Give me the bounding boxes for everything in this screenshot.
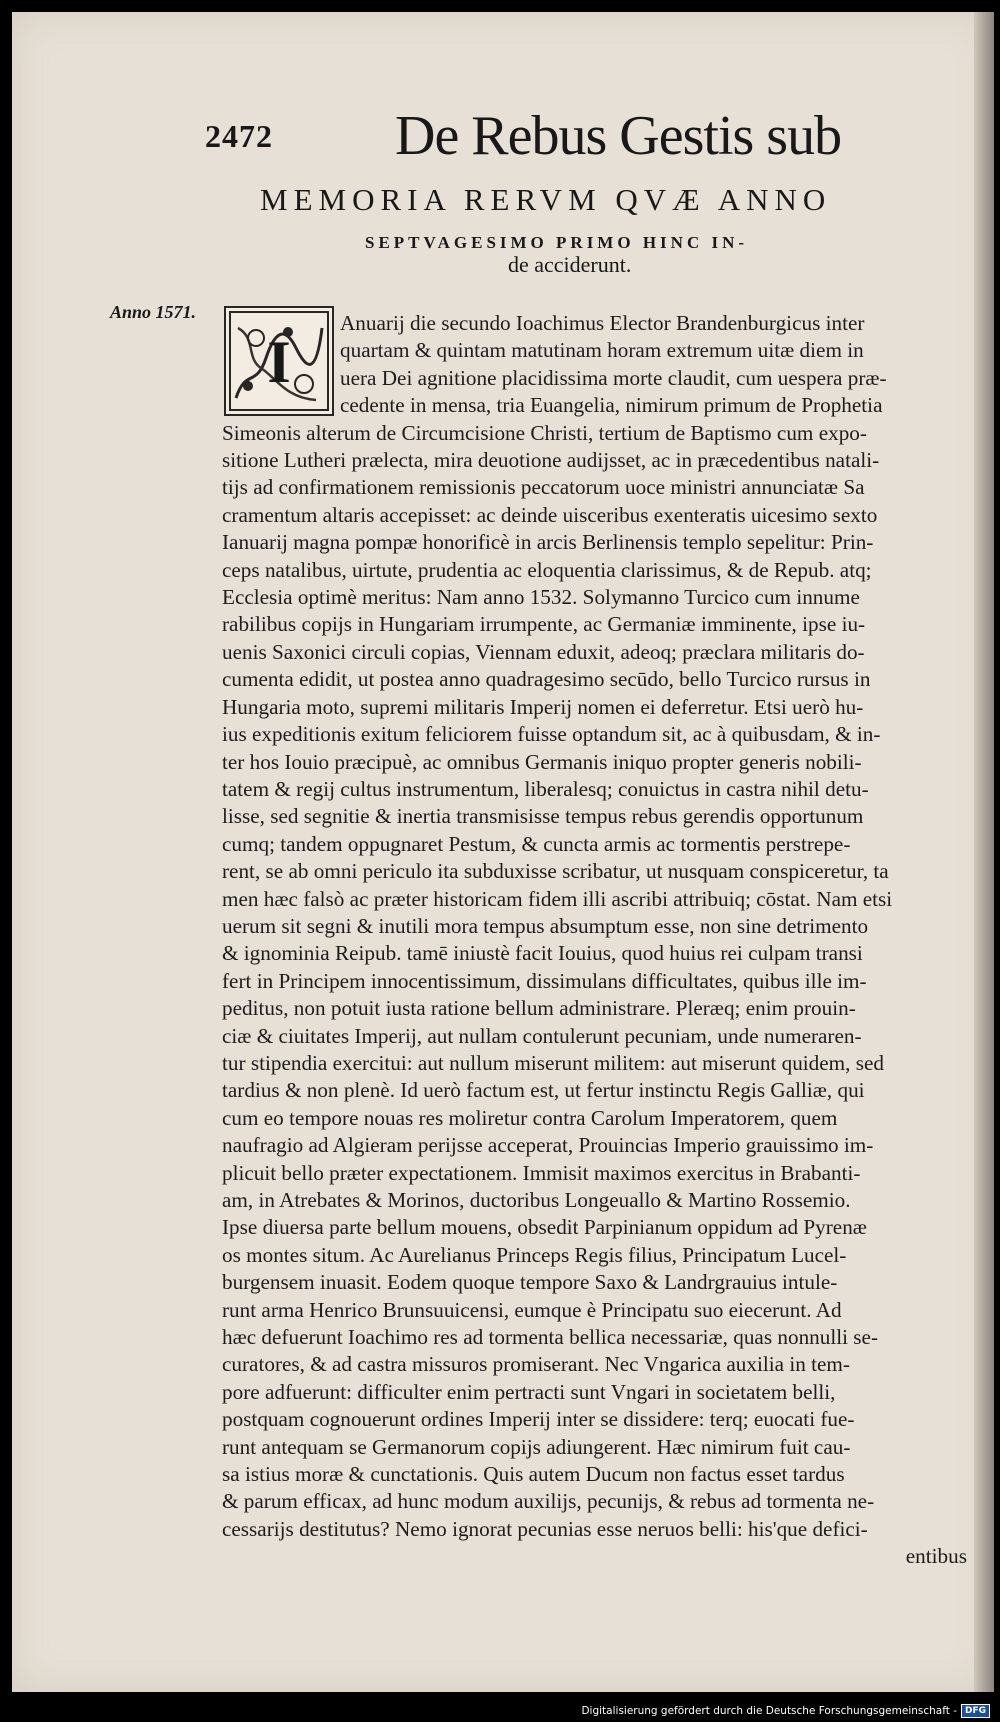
text-line: am, in Atrebates & Morinos, ductoribus Longeuallo & Martino Rossemio. (222, 1188, 851, 1212)
text-line: uenis Saxonici circuli copias, Viennam eduxit, adeoq; præclara militaris do- (222, 639, 865, 664)
text-line: ius expeditionis exitum feliciorem fuisse optandum sit, ac à quibusdam, & in- (222, 722, 881, 747)
text-line: uera Dei agnitione placidissima morte claudit, cum uespera præ- (340, 365, 887, 390)
text-line: peditus, non potuit iusta ratione bellum administrare. Pleræq; enim prouin- (222, 996, 856, 1021)
text-line: tardius & non plenè. Id uerò factum est, ut fertur instinctu Regis Galliæ, qui (222, 1078, 865, 1103)
text-line: cumenta edidit, ut postea anno quadragesimo secūdo, bello Turcico rursus in (222, 667, 871, 692)
text-line: fert in Principem innocentissimum, dissimulans difficultates, quibus ille im- (222, 968, 867, 993)
footer-credit (581, 1704, 990, 1718)
text-line: Anuarij die secundo Ioachimus Elector Brandenburgicus inter (340, 311, 865, 335)
text-line: tur stipendia exercitui: aut nullum miserunt militem: aut miserunt quidem, sed (222, 1050, 884, 1075)
text-line: curatores, & ad castra missuros promiserant. Nec Vngarica auxilia in tem- (222, 1352, 850, 1377)
text-line: cumq; tandem oppugnaret Pestum, & cuncta armis ac tormentis perstrepe- (222, 831, 851, 856)
text-line: plicuit bello præter expectationem. Immisit maximos exercitus in Brabanti- (222, 1160, 861, 1185)
dfg-logo: DFG (961, 1704, 990, 1718)
drop-cap-letter: I (267, 329, 291, 395)
section-title-line-3: de acciderunt. (508, 252, 632, 277)
text-line: cum eo tempore nouas res moliretur contra Carolum Imperatorem, quem (222, 1105, 838, 1130)
catchword: entibus (905, 1544, 967, 1569)
page-number: 2472 (205, 118, 273, 154)
text-line: & parum efficax, ad hunc modum auxilijs, pecunijs, & rebus ad tormenta ne- (222, 1489, 875, 1514)
text-line: cedente in mensa, tria Euangelia, nimirum primum de Prophetia (340, 393, 883, 418)
footer-credit-text: Digitalisierung gefördert durch die Deutsche Forschungsgemeinschaft - (581, 1705, 957, 1717)
section-title-line-1: MEMORIA RERVM QVÆ ANNO (260, 182, 832, 217)
text-line: cramentum altaris accepisset: ac deinde uisceribus exenteratis uicesimo sexto (222, 502, 878, 527)
text-line: quartam & quintam matutinam horam extremum uitæ diem in (340, 338, 864, 363)
text-line: ter hos Iouio præcipuè, ac omnibus Germanis iniquo propter generis nobili- (222, 749, 862, 774)
text-line: naufragio ad Algieram perijsse acceperat, Prouincias Imperio grauissimo im- (222, 1133, 874, 1158)
text-line: Hungaria moto, supremi militaris Imperij nomen ei deferretur. Etsi uerò hu- (222, 694, 864, 719)
text-line: Ecclesia optimè meritus: Nam anno 1532. Solymanno Turcico cum innume (222, 585, 860, 610)
section-title-line-2: SEPTVAGESIMO PRIMO HINC IN- (365, 233, 749, 252)
text-line: runt arma Henrico Brunsuuicensi, eumque è Principatu suo eiecerunt. Ad (222, 1297, 842, 1322)
text-line: tatem & regij cultus instrumentum, liberalesq; conuictus in castra nihil detu- (222, 776, 869, 801)
text-line: rabilibus copijs in Hungariam irrumpente, ac Germaniæ imminente, ipse iu- (222, 612, 866, 637)
margin-note-year: Anno 1571. (110, 302, 197, 322)
text-line: hæc defuerunt Ioachimo res ad tormenta bellica necessariæ, quas nonnulli se- (222, 1325, 879, 1350)
text-line: os montes situm. Ac Aurelianus Princeps Regis filius, Principatum Lucel- (222, 1242, 847, 1267)
text-line: cessarijs destitutus? Nemo ignorat pecunias esse neruos belli: his'que defici- (222, 1516, 868, 1541)
text-line: burgensem inuasit. Eodem quoque tempore Saxo & Landrgrauius intule- (222, 1270, 838, 1295)
running-head: De Rebus Gestis sub (395, 105, 842, 167)
text-line: & ignominia Reipub. tamē iniustè facit Iouius, quod huius rei culpam transi (222, 941, 863, 966)
text-line: runt antequam se Germanorum copijs adiungerent. Hæc nimirum fuit cau- (222, 1434, 851, 1459)
text-line: men hæc falsò ac præter historicam fidem illi ascribi attribuiq; cōstat. Nam etsi (222, 886, 893, 911)
text-line: sa istius moræ & cunctationis. Quis autem Ducum non factus esset tardus (222, 1462, 845, 1487)
text-line: Ianuarij magna pompæ honorificè in arcis Berlinensis templo sepelitur: Prin- (222, 530, 874, 555)
page-edge-shadow (974, 12, 994, 1692)
text-line: uerum sit segni & inutili mora tempus absumptum esse, non sine detrimento (222, 913, 869, 938)
text-line: Simeonis alterum de Circumcisione Christi, tertium de Baptismo cum expo- (222, 420, 867, 445)
text-line: ciæ & ciuitates Imperij, aut nullam contulerunt pecuniam, unde numeraren- (222, 1023, 862, 1048)
text-line: pore adfuerunt: difficulter enim pertracti sunt Vngari in societatem belli, (222, 1379, 836, 1404)
text-line: ceps natalibus, uirtute, prudentia ac eloquentia clarissimus, & de Repub. atq; (222, 557, 872, 582)
text-line: Ipse diuersa parte bellum mouens, obsedit Parpinianum oppidum ad Pyrenæ (222, 1215, 867, 1240)
text-line: rent, se ab omni periculo ita subduxisse scribatur, ut nusquam conspiceretur, ta (222, 859, 889, 884)
text-line: sitione Lutheri prælecta, mira deuotione audijsset, ac in præcedentibus natali- (222, 448, 880, 473)
text-line: lisse, sed segnitie & inertia transmisisse tempus rebus gerendis opportunum (222, 804, 864, 829)
body-text (222, 310, 967, 1571)
text-line: postquam cognouerunt ordines Imperij inter se dissidere: terq; euocati fue- (222, 1407, 855, 1432)
text-line: tijs ad confirmationem remissionis peccatorum uoce ministri annunciatæ Sa (222, 475, 865, 500)
